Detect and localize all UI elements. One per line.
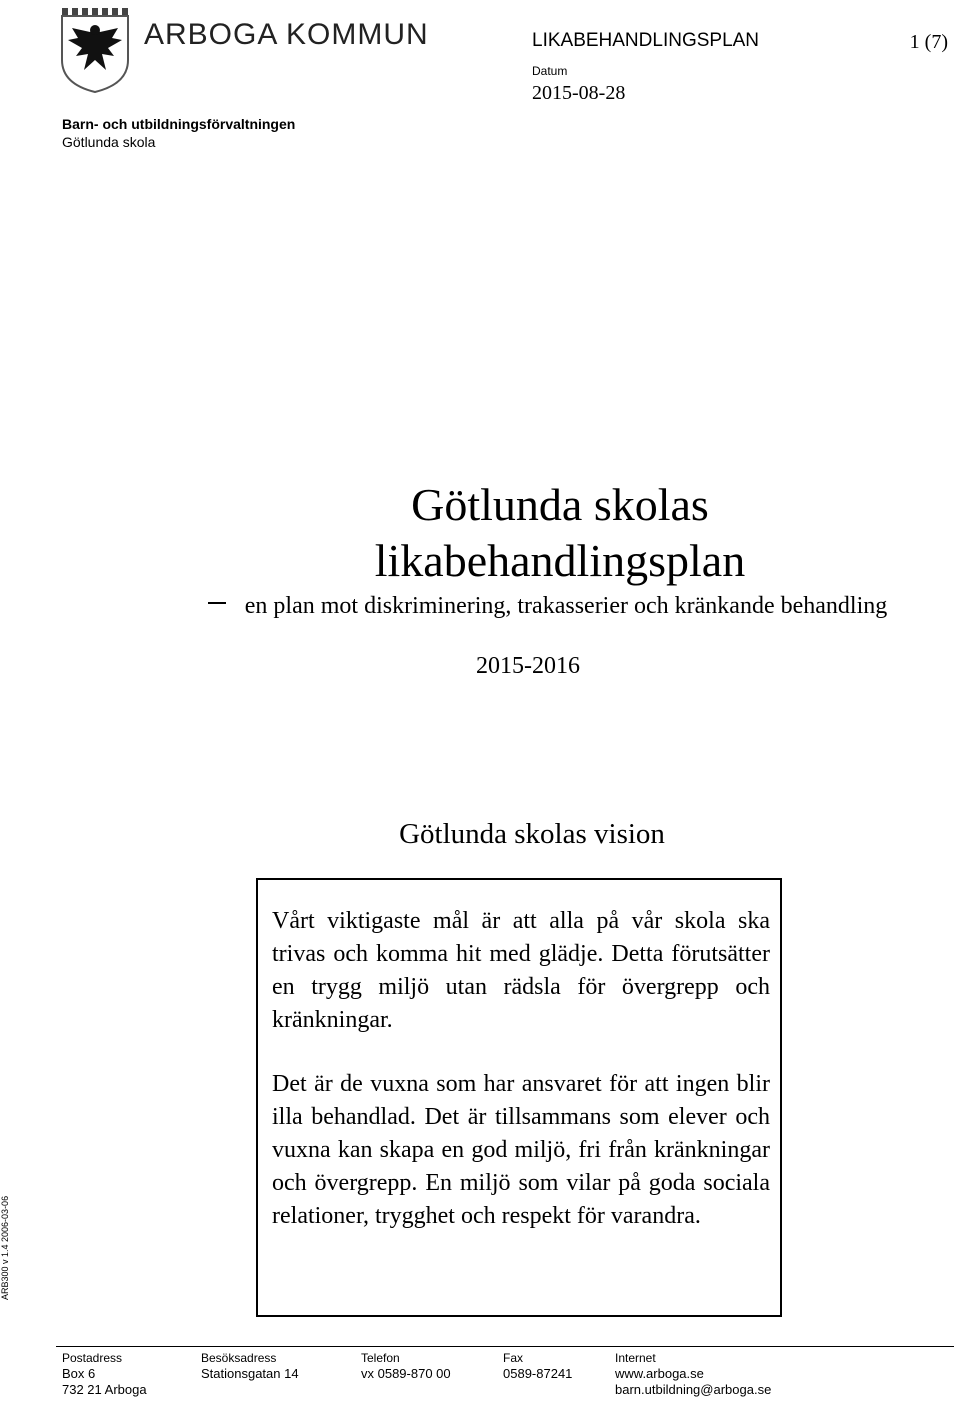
footer-internet: [615, 1350, 771, 1398]
footer-fax: [503, 1350, 572, 1382]
document-subtitle: en plan mot diskriminering, trakasserier och kränkande behandling: [244, 593, 888, 619]
date-label: Datum: [532, 64, 568, 78]
footer-telefon: [361, 1350, 451, 1382]
org-unit: Götlunda skola: [62, 134, 156, 150]
postadress-line-2: 732 21 Arboga: [62, 1382, 147, 1397]
internet-label: Internet: [615, 1351, 656, 1365]
plan-years: 2015-2016: [476, 653, 580, 679]
title-line-1: Götlunda skolas: [411, 479, 709, 530]
subtitle-dash: [208, 602, 226, 604]
vision-heading: Götlunda skolas vision: [399, 818, 665, 850]
fax-line-1: 0589-87241: [503, 1366, 573, 1381]
title-line-2: likabehandlingsplan: [374, 535, 746, 586]
email-link[interactable]: barn.utbildning@arboga.se: [615, 1382, 772, 1397]
vision-paragraph-1: Vårt viktigaste mål är att alla på vår skola ska trivas och komma hit med glädje. Detta förutsätter en trygg miljö utan rädsla för övergrepp och kränkningar.: [272, 908, 770, 1033]
footer-postadress: [62, 1350, 147, 1398]
org-department: Barn- och utbildningsförvaltningen: [62, 116, 296, 132]
fax-label: Fax: [503, 1351, 524, 1365]
website-link[interactable]: www.arboga.se: [615, 1366, 704, 1381]
brand-name: ARBOGA KOMMUN: [144, 18, 429, 51]
page-number: 1 (7): [909, 31, 948, 53]
document-type: LIKABEHANDLINGSPLAN: [532, 30, 760, 51]
postadress-label: Postadress: [62, 1351, 123, 1365]
besoksadress-line-1: Stationsgatan 14: [201, 1366, 299, 1381]
footer-besoksadress: [201, 1350, 299, 1382]
document-title: [0, 477, 960, 589]
form-version-code: ARB300 v 1.4 2006-03-06: [0, 1195, 10, 1300]
coat-of-arms-logo: [60, 2, 130, 94]
telefon-label: Telefon: [361, 1351, 400, 1365]
postadress-line-1: Box 6: [62, 1366, 96, 1381]
date-value: 2015-08-28: [532, 82, 626, 104]
vision-paragraph-2: Det är de vuxna som har ansvaret för att ingen blir illa behandlad. Det är tillsammans som elever och vuxna kan skapa en god miljö, fri från kränkningar och övergrepp. En miljö som vilar på goda sociala relationer, trygghet och respekt för varandra.: [272, 1071, 770, 1229]
organization-block: [62, 115, 295, 151]
telefon-line-1: vx 0589-870 00: [361, 1366, 451, 1381]
besoksadress-label: Besöksadress: [201, 1351, 277, 1365]
footer-divider: [56, 1346, 954, 1347]
